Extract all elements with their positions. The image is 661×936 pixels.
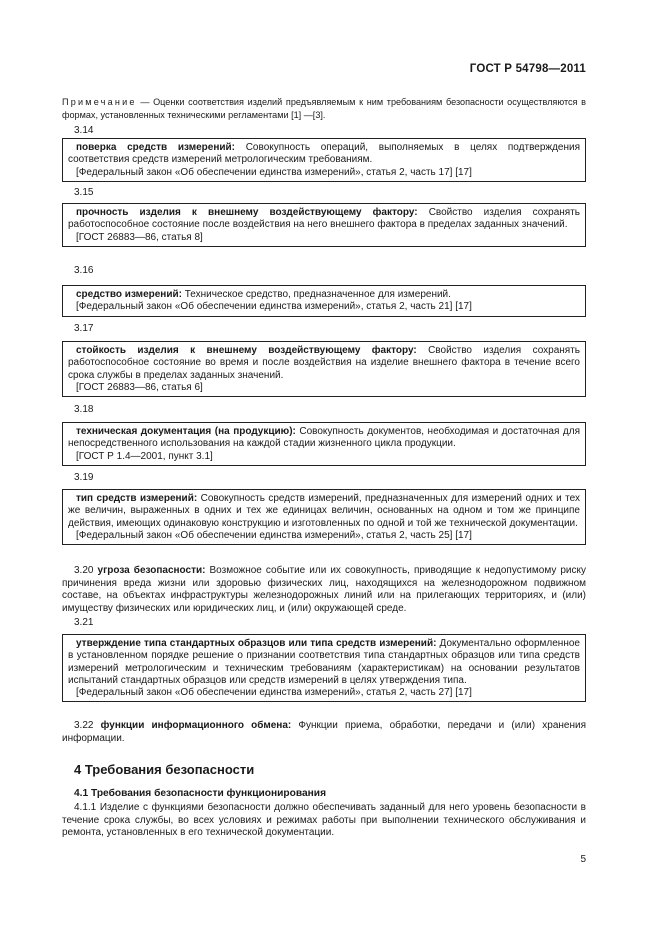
term-name: утверждение типа стандартных образцов или типа средств измерений:: [76, 638, 437, 649]
term-name: стойкость изделия к внешнему воздействующему фактору:: [76, 345, 417, 356]
definition-3-20: [62, 565, 586, 615]
page-number: 5: [580, 854, 586, 865]
term-definition: Совокупность операций, выполняемых в целях подтверждения соответствия средств измерений метрологическим требованиям.: [68, 142, 580, 166]
paragraph-number: 4.1.1: [74, 802, 97, 813]
term-source: [ГОСТ 26883—86, статья 6]: [76, 381, 203, 393]
term-source: [Федеральный закон «Об обеспечении единства измерений», статья 2, часть 25] [17]: [76, 529, 472, 541]
term-box: [62, 489, 586, 545]
note-paragraph: [62, 96, 586, 122]
term-number: 3.17: [74, 323, 94, 334]
term-number: 3.18: [74, 404, 94, 415]
term-box: [62, 138, 586, 182]
term-name: поверка средств измерений:: [76, 142, 236, 153]
term-definition: Техническое средство, предназначенное для измерений.: [181, 289, 451, 300]
definition-number: 3.20: [74, 565, 94, 576]
note-text: — Оценки соответствия изделий предъявляемым к ним требованиям безопасности осуществляются в формах, установленных техническими регламентами [1] —[3].: [62, 97, 586, 120]
note-label: Примечание: [62, 97, 137, 107]
term-number: 3.19: [74, 472, 94, 483]
term-box: [62, 341, 586, 397]
subsection-heading: 4.1 Требования безопасности функционирования: [74, 788, 327, 799]
term-name: прочность изделия к внешнему воздействующему фактору:: [76, 207, 418, 218]
section-heading: 4 Требования безопасности: [74, 762, 255, 777]
term-name: средство измерений:: [76, 289, 182, 300]
term-name: тип средств измерений:: [76, 493, 198, 504]
definition-term: функции информационного обмена:: [100, 720, 292, 731]
term-box: [62, 203, 586, 247]
term-source: [ГОСТ 26883—86, статья 8]: [76, 231, 203, 243]
term-definition: Совокупность средств измерений, предназначенных для измерений одних и тех же величин, выраженных в одних и тех же единицах величин, основанных на одном и том же принципе действия, имеющих одинаковую конструкцию и изготовленных по одной и той же технической документации.: [68, 493, 580, 529]
term-number: 3.16: [74, 265, 94, 276]
definition-number: 3.22: [74, 720, 94, 731]
paragraph-text: Изделие с функциями безопасности должно обеспечивать заданный для него уровень безопасности в течение срока службы, во всех условиях и режимах работы при выполнении технического обслуживания и ремонта, установленных в его технической документации.: [62, 802, 586, 839]
term-number: 3.15: [74, 187, 94, 198]
definition-3-22: [62, 720, 586, 745]
paragraph-4-1-1: [62, 802, 586, 840]
term-source: [Федеральный закон «Об обеспечении единства измерений», статья 2, часть 17] [17]: [76, 166, 472, 178]
term-number: 3.14: [74, 125, 94, 136]
document-header: ГОСТ Р 54798—2011: [469, 63, 586, 75]
term-source: [ГОСТ Р 1.4—2001, пункт 3.1]: [76, 450, 213, 462]
definition-term: угроза безопасности:: [97, 565, 206, 576]
term-name: техническая документация (на продукцию):: [76, 426, 296, 437]
term-box: [62, 422, 586, 466]
term-source: [Федеральный закон «Об обеспечении единства измерений», статья 2, часть 27] [17]: [76, 687, 472, 699]
term-number: 3.21: [74, 617, 94, 628]
definition-text: Функции приема, обработки, передачи и (или) хранения информации.: [62, 720, 586, 744]
term-definition: Свойство изделия сохранять работоспособное состояние после воздействия на него внешнего фактора в пределах заданных значений.: [68, 207, 580, 231]
term-source: [Федеральный закон «Об обеспечении единства измерений», статья 2, часть 21] [17]: [76, 301, 472, 313]
term-box: [62, 634, 586, 702]
term-definition: Свойство изделия сохранять работоспособное состояние во время и после воздействия на изделие внешнего фактора в течение всего срока службы в пределах заданных значений.: [68, 345, 580, 381]
term-box: [62, 285, 586, 317]
term-definition: Документально оформленное в установленном порядке решение о признании соответствия типа стандартных образцов или типа средств измерений метрологическим и техническим требованиям (характеристикам) на основании результатов испытаний стандартных образцов или средств измерений в целях утверждения типа.: [68, 638, 580, 686]
definition-text: Возможное событие или их совокупность, приводящие к недопустимому риску причинения вреда жизни или здоровью физических лиц, находящихся на железнодорожном подвижном составе, на объектах инфраструктуры железнодорожных линий или на прилегающих территориях, и (или) имуществу физических или юридических лиц, и (или) окружающей среде.: [62, 565, 586, 614]
term-definition: Совокупность документов, необходимая и достаточная для непосредственного использования на каждой стадии жизненного цикла продукции.: [68, 426, 580, 450]
